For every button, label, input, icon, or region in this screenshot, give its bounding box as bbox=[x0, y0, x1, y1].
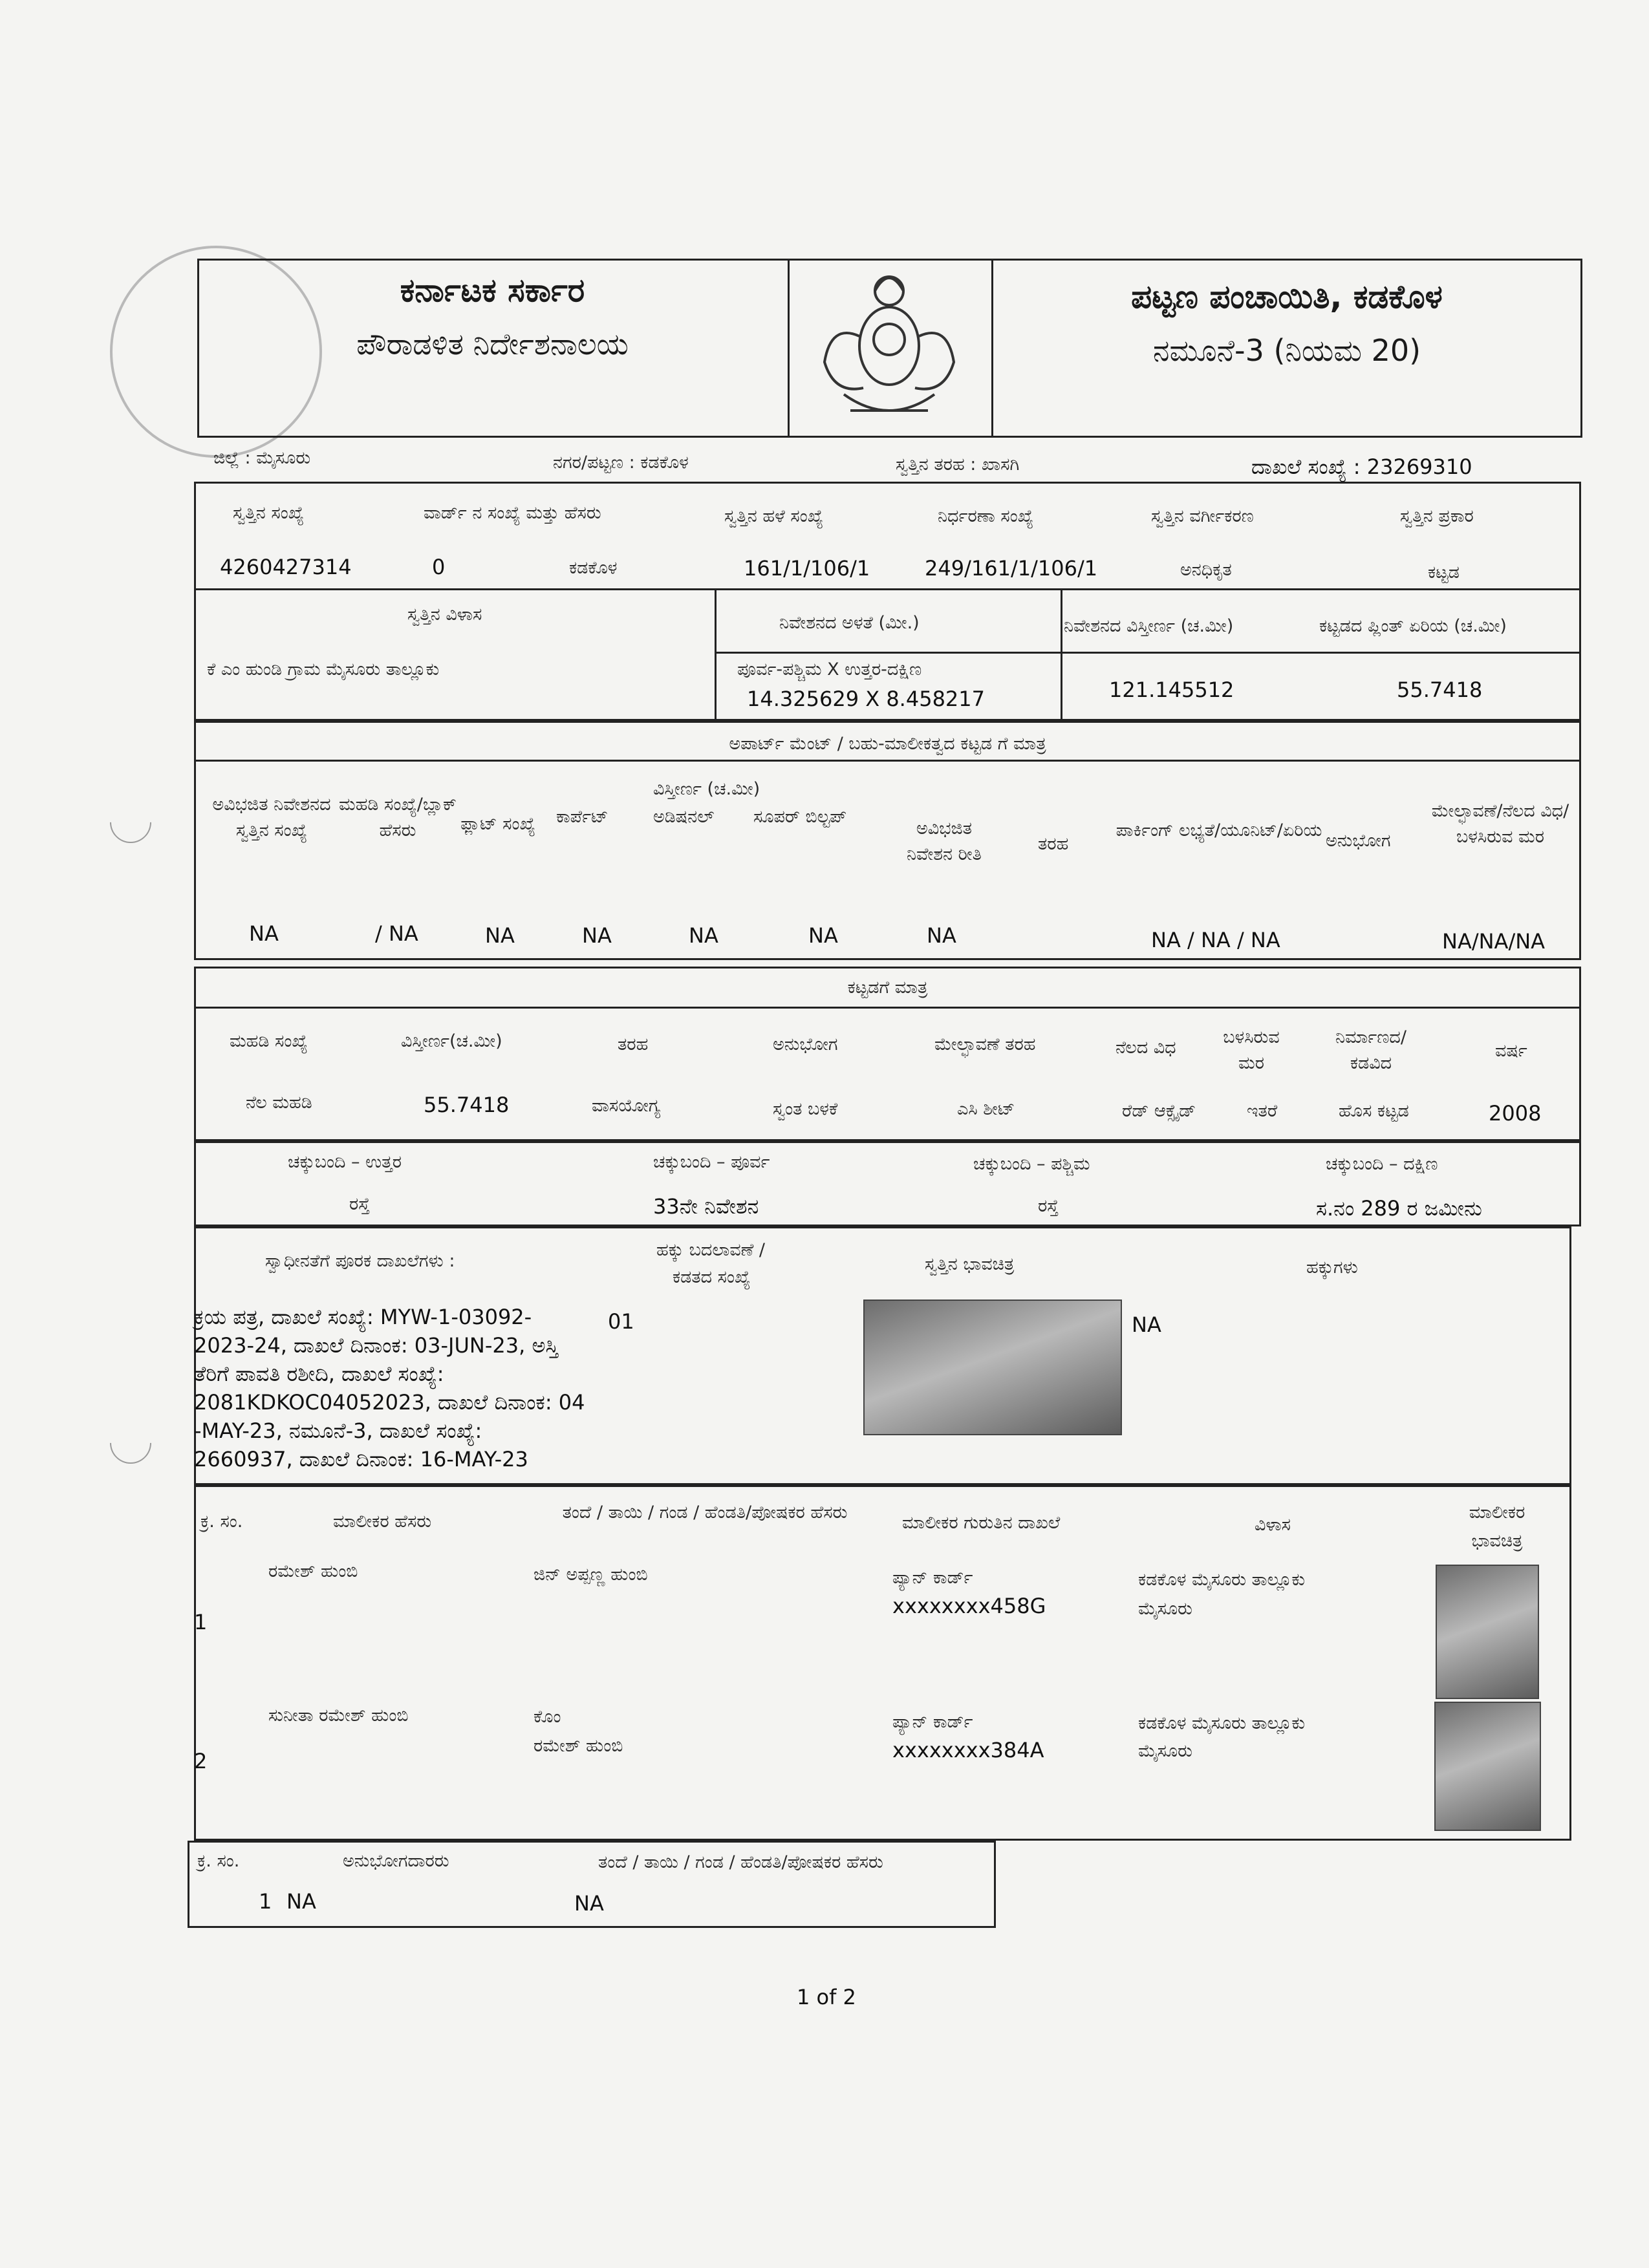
col-header: ತರಹ bbox=[618, 1034, 649, 1054]
site-dimension-label: ಪೂರ್ವ-ಪಶ್ಚಿಮ X ಉತ್ತರ-ದಕ್ಷಿಣ bbox=[737, 659, 922, 679]
col-header: ಸ್ವತ್ತಿನ ಪ್ರಕಾರ bbox=[1400, 506, 1474, 526]
ward-name: ಕಡಕೊಳ bbox=[569, 558, 618, 578]
punch-hole-mark bbox=[102, 1414, 160, 1473]
occupant-serial: 1 bbox=[259, 1889, 272, 1914]
owner-photo bbox=[1436, 1565, 1539, 1699]
south-boundary: ಸ.ನಂ 289 ರ ಜಮೀನು bbox=[1316, 1196, 1482, 1221]
apartment-title: ಅಪಾರ್ಟ್ ಮೆಂಟ್ / ಬಹು-ಮಾಲೀಕತ್ವದ ಕಟ್ಟಡ ಗೆ ಮಾತ್ರ bbox=[729, 734, 1046, 754]
col-header: ಸ್ವತ್ತಿನ ವಿಳಾಸ bbox=[407, 604, 482, 625]
karnataka-emblem-icon bbox=[805, 265, 973, 430]
east-boundary: 33ನೇ ನಿವೇಶನ bbox=[653, 1194, 759, 1219]
apartment-value: NA bbox=[485, 923, 515, 948]
owner-id-number: xxxxxxxx384A bbox=[892, 1738, 1044, 1762]
col-header: ಮಹಡಿ ಸಂಖ್ಯೆ bbox=[230, 1031, 308, 1051]
col-header: ಬಳಸಿರುವ ಮರ bbox=[1223, 1027, 1280, 1073]
documents-line: -MAY-23, ನಮೂನೆ-3, ದಾಖಲೆ ಸಂಖ್ಯೆ: bbox=[194, 1418, 482, 1443]
col-header: ಸ್ವತ್ತಿನ ಸಂಖ್ಯೆ bbox=[233, 503, 305, 523]
documents-line: ತೆರಿಗೆ ಪಾವತಿ ರಶೀದಿ, ದಾಖಲೆ ಸಂಖ್ಯೆ: bbox=[194, 1362, 444, 1386]
col-header: ಸೂಪರ್ ಬಿಲ್ಟಪ್ bbox=[753, 807, 847, 827]
property-photo-label: ಸ್ವತ್ತಿನ ಭಾವಚಿತ್ರ bbox=[925, 1254, 1015, 1274]
col-header: ಅನುಭೋಗದಾರರು bbox=[343, 1851, 449, 1871]
form-title: ನಮೂನೆ-3 (ನಿಯಮ 20) bbox=[1152, 333, 1421, 368]
occupant-parent: NA bbox=[574, 1891, 604, 1916]
ward-number: 0 bbox=[432, 555, 446, 579]
col-header: ವಿಳಾಸ bbox=[1255, 1515, 1291, 1535]
owner-address: ಕಡಕೊಳ ಮೈಸೂರು ತಾಲ್ಲೂಕು bbox=[1138, 1713, 1306, 1733]
col-header: ನಿರ್ಧರಣಾ ಸಂಖ್ಯೆ bbox=[938, 506, 1034, 526]
col-header: ನೆಲದ ವಿಧ bbox=[1116, 1038, 1176, 1058]
col-header: ನಿವೇಶನದ ಅಳತೆ (ಮೀ.) bbox=[779, 613, 920, 633]
page-number: 1 of 2 bbox=[797, 1985, 856, 2009]
owner-name: ಸುನೀತಾ ರಮೇಶ್ ಹುಂಬಿ bbox=[268, 1706, 409, 1726]
south-label: ಚಕ್ಕುಬಂದಿ – ದಕ್ಷಿಣ bbox=[1326, 1154, 1438, 1174]
apartment-value: NA bbox=[689, 923, 718, 948]
owner-address: ಮೈಸೂರು bbox=[1138, 1599, 1192, 1619]
floor-area: 55.7418 bbox=[424, 1093, 510, 1117]
documents-line: 2023-24, ದಾಖಲೆ ದಿನಾಂಕ: 03-JUN-23, ಅಸ್ತಿ bbox=[194, 1333, 559, 1358]
col-header: ಕಾರ್ಪೆಟ್ bbox=[556, 807, 609, 827]
owner-id-type: ಪ್ಯಾನ್ ಕಾರ್ಡ್ bbox=[892, 1712, 973, 1732]
apartment-value: NA bbox=[808, 923, 838, 948]
owner-address: ಕಡಕೊಳ ಮೈಸೂರು ತಾಲ್ಲೂಕು bbox=[1138, 1570, 1306, 1590]
construction-status: ಹೊಸ ಕಟ್ಟಡ bbox=[1339, 1101, 1409, 1121]
owner-parent: ರಮೇಶ್ ಹುಂಬಿ bbox=[534, 1736, 623, 1756]
col-header: ಕಟ್ಟಡದ ಪ್ಲಿಂತ್ ಏರಿಯ (ಚ.ಮೀ) bbox=[1319, 616, 1507, 636]
documents-label: ಸ್ವಾಧೀನತೆಗೆ ಪೂರಕ ದಾಖಲೆಗಳು : bbox=[265, 1251, 455, 1271]
floor-number: ನೆಲ ಮಹಡಿ bbox=[246, 1093, 312, 1113]
west-label: ಚಕ್ಕುಬಂದಿ – ಪಶ್ಚಿಮ bbox=[973, 1154, 1090, 1174]
file-number-label: ಕಡತದ ಸಂಖ್ಯೆ bbox=[673, 1267, 751, 1287]
owners-table bbox=[194, 1485, 1571, 1841]
office-title: ಪಟ್ಟಣ ಪಂಚಾಯಿತಿ, ಕಡಕೊಳ bbox=[1131, 278, 1443, 316]
apartment-value: NA/NA/NA bbox=[1442, 929, 1546, 954]
town: ನಗರ/ಪಟ್ಟಣ : ಕಡಕೊಳ bbox=[553, 453, 689, 473]
col-header: ಕ್ರ. ಸಂ. bbox=[197, 1851, 240, 1871]
col-header: ವಿಸ್ತೀರ್ಣ(ಚ.ಮೀ) bbox=[401, 1031, 502, 1051]
col-header: ಅನುಭೋಗ bbox=[773, 1034, 838, 1054]
col-header: ಕ್ರ. ಸಂ. bbox=[200, 1512, 243, 1532]
col-header: ನಿರ್ಮಾಣದ/ ಕಡವಿದ bbox=[1335, 1027, 1406, 1073]
col-header: ಪಾರ್ಕಿಂಗ್ ಲಭ್ಯತೆ/ಯೂನಿಟ್/ಏರಿಯ bbox=[1116, 820, 1322, 840]
col-header: ಅವಿಭಜಿತ ನಿವೇಶನದ ಸ್ವತ್ತಿನ ಸಂಖ್ಯೆ bbox=[212, 795, 331, 840]
col-header: ತರಹ bbox=[1038, 834, 1069, 854]
old-number: 161/1/106/1 bbox=[744, 556, 870, 581]
govt-title: ಕರ್ನಾಟಕ ಸರ್ಕಾರ bbox=[400, 272, 585, 309]
wood-used: ಇತರೆ bbox=[1247, 1101, 1278, 1121]
col-header: ಫ್ಲಾಟ್ ಸಂಖ್ಯೆ bbox=[460, 814, 535, 834]
property-number: 4260427314 bbox=[220, 555, 352, 579]
col-header: ಮಹಡಿ ಸಂಖ್ಯೆ/ಬ್ಲಾಕ್ ಹೆಸರು bbox=[339, 795, 457, 840]
property-type: ಸ್ವತ್ತಿನ ತರಹ : ಖಾಸಗಿ bbox=[896, 455, 1020, 475]
owner-serial: 2 bbox=[194, 1749, 208, 1773]
occupant-name: NA bbox=[286, 1889, 316, 1914]
documents-line: 2081KDKOC04052023, ದಾಖಲೆ ದಿನಾಂಕ: 04 bbox=[194, 1390, 585, 1415]
floor-type: ವಾಸಯೋಗ್ಯ bbox=[592, 1096, 661, 1116]
apartment-value: NA / NA / NA bbox=[1151, 928, 1280, 952]
col-header: ಅವಿಭಜಿತ ನಿವೇಶನ ರೀತಿ bbox=[907, 818, 982, 864]
col-header: ನಿವೇಶನದ ವಿಸ್ತೀರ್ಣ (ಚ.ಮೀ) bbox=[1064, 616, 1234, 636]
apartment-value: NA bbox=[582, 923, 612, 948]
col-header: ವರ್ಷ bbox=[1495, 1041, 1527, 1061]
area-group-header: ವಿಸ್ತೀರ್ಣ (ಚ.ಮೀ) bbox=[653, 779, 760, 799]
owner-serial: 1 bbox=[194, 1610, 208, 1634]
col-header: ಮಾಲೀಕರ ಭಾವಚಿತ್ರ bbox=[1469, 1503, 1525, 1551]
col-header: ಮೇಲ್ಛಾವಣೆ ತರಹ bbox=[934, 1034, 1036, 1054]
col-header: ಮೇಲ್ಛಾವಣೆ/ನೆಲದ ವಿಧ/ಬಳಸಿರುವ ಮರ bbox=[1431, 801, 1569, 847]
assessment-number: 249/161/1/106/1 bbox=[925, 556, 1098, 581]
punch-hole-mark bbox=[102, 793, 160, 852]
north-label: ಚಕ್ಕುಬಂದಿ – ಉತ್ತರ bbox=[288, 1152, 402, 1172]
col-header: ಅನುಭೋಗ bbox=[1326, 831, 1391, 851]
col-header: ವಾರ್ಡ್ ನ ಸಂಖ್ಯೆ ಮತ್ತು ಹೆಸರು bbox=[424, 503, 601, 523]
building-title: ಕಟ್ಟಡಗೆ ಮಾತ್ರ bbox=[847, 978, 928, 998]
documents-line: 2660937, ದಾಖಲೆ ದಿನಾಂಕ: 16-MAY-23 bbox=[194, 1447, 528, 1471]
entry-number: ದಾಖಲೆ ಸಂಖ್ಯೆ : 23269310 bbox=[1251, 455, 1472, 479]
property-kind: ಕಟ್ಟಡ bbox=[1428, 562, 1460, 583]
rights-number: 01 bbox=[608, 1309, 634, 1334]
liabilities-value: NA bbox=[1132, 1312, 1161, 1337]
owner-id-number: xxxxxxxx458G bbox=[892, 1594, 1046, 1618]
site-dimension: 14.325629 X 8.458217 bbox=[747, 687, 985, 711]
build-year: 2008 bbox=[1489, 1101, 1542, 1126]
west-boundary: ರಸ್ತೆ bbox=[1038, 1196, 1059, 1216]
apartment-value: NA bbox=[927, 923, 956, 948]
east-label: ಚಕ್ಕುಬಂದಿ – ಪೂರ್ವ bbox=[653, 1152, 770, 1172]
rights-change-label: ಹಕ್ಕು ಬದಲಾವಣೆ / bbox=[656, 1240, 766, 1260]
apartment-value: NA bbox=[249, 921, 279, 946]
floor-kind: ರೆಡ್ ಆಕ್ಸೈಡ್ bbox=[1122, 1101, 1196, 1121]
plinth-area: 55.7418 bbox=[1397, 678, 1483, 702]
col-header: ಸ್ವತ್ತಿನ ವರ್ಗೀಕರಣ bbox=[1151, 506, 1254, 526]
col-header: ತಂದೆ / ತಾಯಿ / ಗಂಡ / ಹೆಂಡತಿ/ಪೋಷಕರ ಹೆಸರು bbox=[598, 1852, 883, 1872]
documents-line: ಕ್ರಯ ಪತ್ರ, ದಾಖಲೆ ಸಂಖ್ಯೆ: MYW-1-03092- bbox=[194, 1305, 532, 1329]
col-header: ಮಾಲೀಕರ ಹೆಸರು bbox=[333, 1512, 432, 1532]
owner-photo bbox=[1434, 1702, 1541, 1831]
owner-parent: ಜಿನ್ ಅಪ್ಪಣ್ಣ ಹುಂಬಿ bbox=[534, 1565, 648, 1585]
classification: ಅನಧಿಕೃತ bbox=[1180, 560, 1232, 580]
district: ಜಿಲ್ಲೆ : ಮೈಸೂರು bbox=[213, 448, 311, 468]
north-boundary: ರಸ್ತೆ bbox=[349, 1194, 370, 1214]
property-photo bbox=[863, 1300, 1122, 1435]
apartment-value: / NA bbox=[375, 921, 418, 946]
col-header: ಅಡಿಷನಲ್ bbox=[653, 807, 715, 827]
property-address: ಕೆ ಎಂ ಹುಂಡಿ ಗ್ರಾಮ ಮೈಸೂರು ತಾಲ್ಲೂಕು bbox=[207, 659, 440, 679]
floor-usage: ಸ್ವಂತ ಬಳಕೆ bbox=[773, 1099, 838, 1119]
col-header: ಮಾಲೀಕರ ಗುರುತಿನ ದಾಖಲೆ bbox=[902, 1513, 1061, 1533]
department-title: ಪೌರಾಡಳಿತ ನಿರ್ದೇಶನಾಲಯ bbox=[356, 326, 629, 361]
col-header: ಸ್ವತ್ತಿನ ಹಳೆ ಸಂಖ್ಯೆ bbox=[724, 506, 824, 526]
owner-name: ರಮೇಶ್ ಹುಂಬಿ bbox=[268, 1561, 358, 1581]
owner-parent: ಕೊಂ bbox=[534, 1707, 561, 1727]
col-header: ತಂದೆ / ತಾಯಿ / ಗಂಡ / ಹೆಂಡತಿ/ಪೋಷಕರ ಹೆಸರು bbox=[562, 1503, 848, 1523]
owner-id-type: ಪ್ಯಾನ್ ಕಾರ್ಡ್ bbox=[892, 1568, 973, 1588]
roof-type: ಎಸಿ ಶೀಟ್ bbox=[957, 1099, 1015, 1119]
property-table bbox=[194, 482, 1581, 721]
owner-address: ಮೈಸೂರು bbox=[1138, 1741, 1192, 1761]
liabilities-label: ಹಕ್ಕುಗಳು bbox=[1306, 1257, 1358, 1278]
site-area: 121.145512 bbox=[1109, 678, 1234, 702]
